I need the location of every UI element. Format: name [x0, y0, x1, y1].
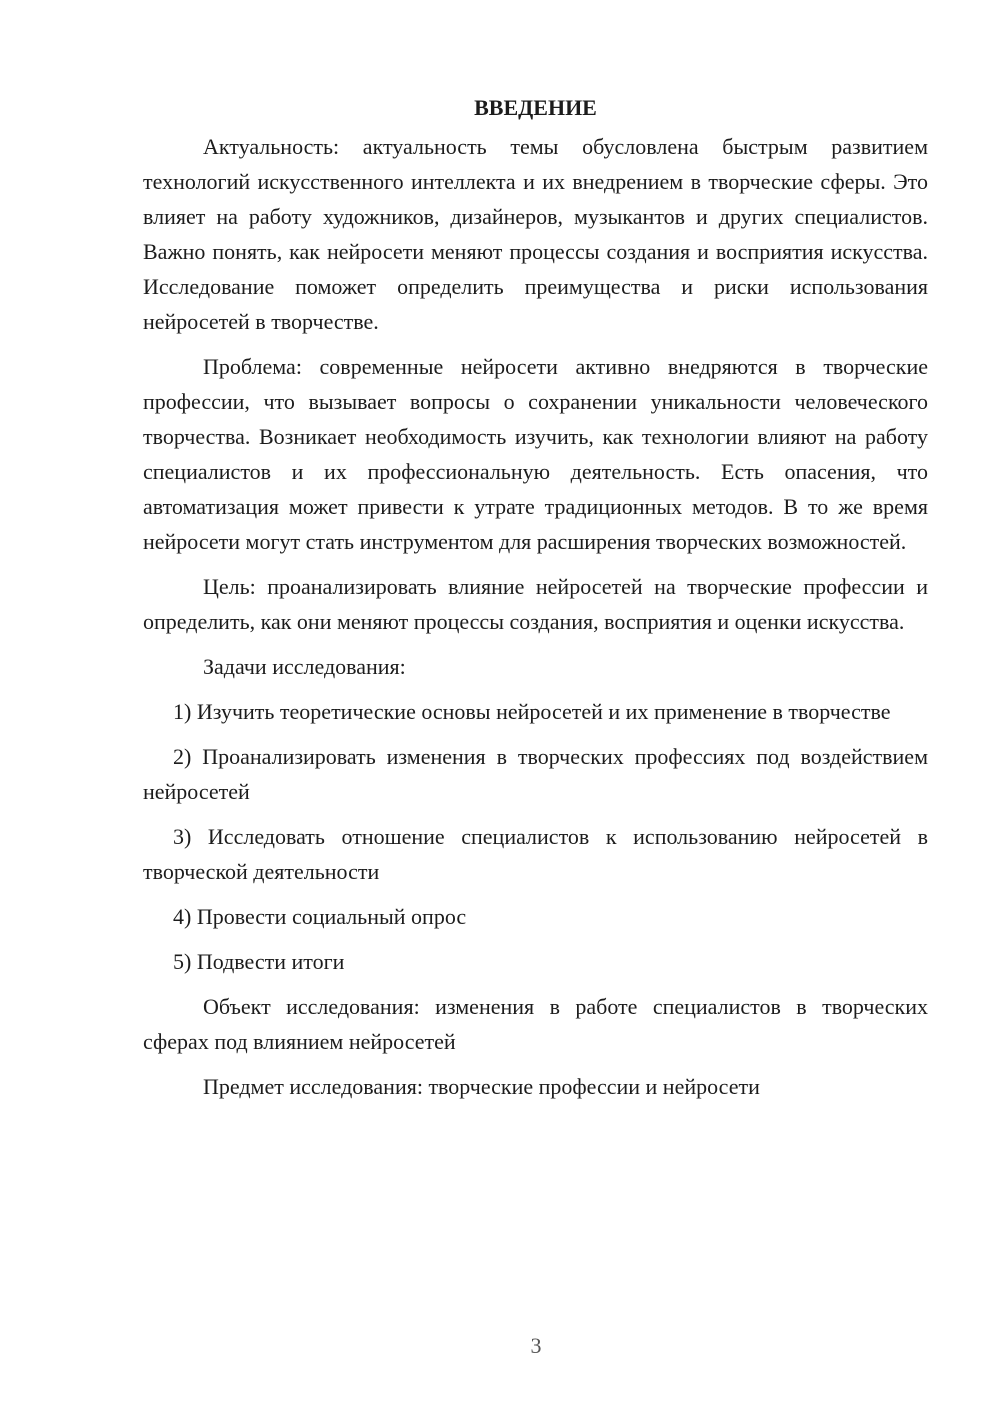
paragraph-problem: Проблема: современные нейросети активно внедряются в творческие профессии, что вызывает вопросы о сохранении уникальности человеческого творчества. Возникает необходимость изучить, как технологии влияют на работу специалистов и их профессиональную деятельность. Есть опасения, что автоматизация может привести к утрате традиционных методов. В то же время нейросети могут стать инструментом для расширения творческих возможностей. — [143, 354, 928, 554]
paragraph-goal: Цель: проанализировать влияние нейросетей на творческие профессии и определить, как они меняют процессы создания, восприятия и оценки искусства. — [143, 574, 928, 634]
task-item: 4) Провести социальный опрос — [173, 904, 467, 929]
task-item: 5) Подвести итоги — [173, 949, 345, 974]
task-item: 2) Проанализировать изменения в творческих профессиях под воздействием нейросетей — [143, 744, 928, 804]
paragraph-object: Объект исследования: изменения в работе специалистов в творческих сферах под влиянием нейросетей — [143, 994, 928, 1054]
section-title: ВВЕДЕНИЕ — [474, 95, 597, 120]
paragraph-relevance: Актуальность: актуальность темы обусловлена быстрым развитием технологий искусственного интеллекта и их внедрением в творческие сферы. Это влияет на работу художников, дизайнеров, музыкантов и других специалистов. Важно понять, как нейросети меняют процессы создания и восприятия искусства. Исследование поможет определить преимущества и риски использования нейросетей в творчестве. — [143, 134, 928, 334]
paragraph-tasks-heading: Задачи исследования: — [203, 654, 406, 679]
task-item: 1) Изучить теоретические основы нейросетей и их применение в творчестве — [173, 699, 891, 724]
task-item: 3) Исследовать отношение специалистов к использованию нейросетей в творческой деятельности — [143, 824, 928, 884]
paragraph-subject: Предмет исследования: творческие профессии и нейросети — [203, 1074, 760, 1099]
document-page — [143, 90, 928, 1114]
page-number: 3 — [530, 1333, 542, 1358]
